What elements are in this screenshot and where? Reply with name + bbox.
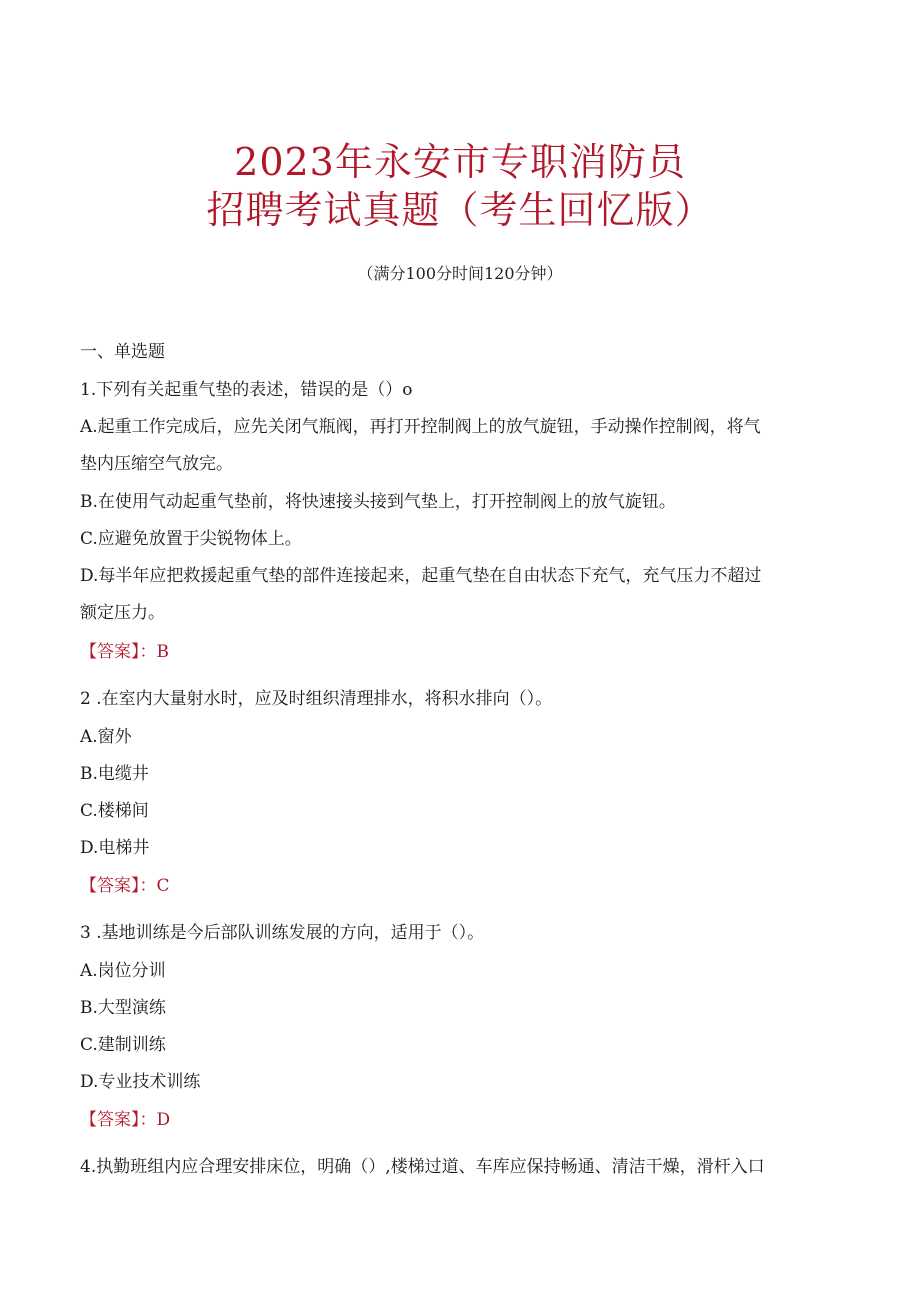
question-3-option-c: C.建制训练 [80,1035,166,1055]
question-3-stem: 3 .基地训练是今后部队训练发展的方向，适用于（）。 [80,923,485,943]
question-2-option-a: A.窗外 [80,727,132,747]
exam-subtitle: （满分100分时间120分钟） [357,264,563,283]
question-2-option-b: B.电缆井 [80,764,149,784]
question-3-option-d: D.专业技术训练 [80,1072,201,1092]
question-4-stem: 4.执勤班组内应合理安排床位，明确（）,楼梯过道、车库应保持畅通、清洁干燥，滑杆入口 [80,1157,765,1177]
question-1-option-c: C.应避免放置于尖锐物体上。 [80,529,302,549]
question-3-option-a: A.岗位分训 [80,961,166,981]
section-heading: 一、单选题 [80,342,165,362]
question-1-answer: 【答案】：B [80,642,169,662]
question-1-option-a-cont: 垫内压缩空气放完。 [80,454,233,474]
question-1-option-a: A.起重工作完成后，应先关闭气瓶阀，再打开控制阀上的放气旋钮，手动操作控制阀，将气 [80,417,761,437]
question-3-option-b: B.大型演练 [80,998,166,1018]
question-2-stem: 2 .在室内大量射水时，应及时组织清理排水，将积水排向（）。 [80,689,553,709]
document-title-line1: 2023年永安市专职消防员 [234,140,686,184]
question-3-answer: 【答案】：D [80,1110,171,1130]
question-1-option-b: B.在使用气动起重气垫前，将快速接头接到气垫上，打开控制阀上的放气旋钮。 [80,492,676,512]
question-2-option-c: C.楼梯间 [80,801,149,821]
question-1-option-d: D.每半年应把救援起重气垫的部件连接起来，起重气垫在自由状态下充气，充气压力不超过 [80,566,762,586]
question-2-answer: 【答案】：C [80,876,170,896]
question-1-option-d-cont: 额定压力。 [80,603,165,623]
document-title-line2: 招聘考试真题（考生回忆版） [206,188,714,232]
question-2-option-d: D.电梯井 [80,838,150,858]
question-1-stem: 1.下列有关起重气垫的表述，错误的是（）o [80,380,413,400]
